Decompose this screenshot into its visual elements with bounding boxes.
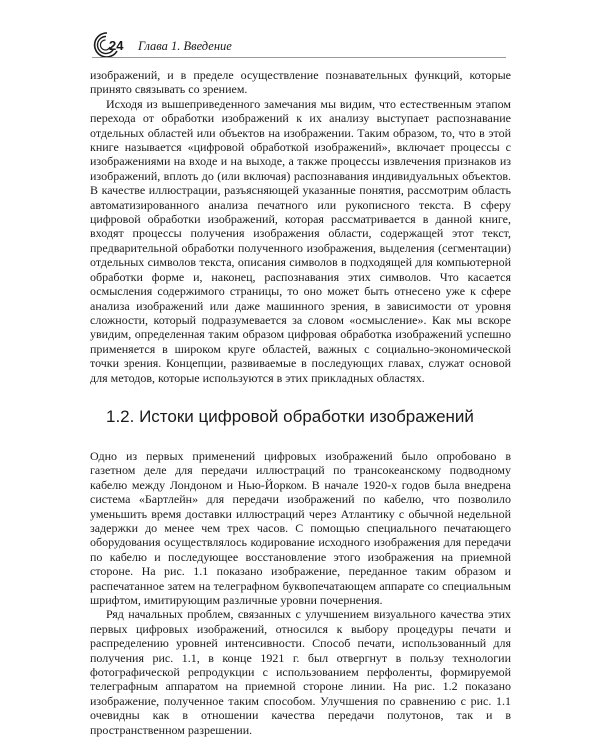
section-heading: 1.2. Истоки цифровой обработки изображений xyxy=(106,406,474,426)
header-divider xyxy=(92,57,506,58)
paragraph: Исходя из вышеприведенного замечания мы видим, что естественным этапом перехода от обработки изображений к их анализу выступает распознавание отдельных областей или объектов на изображении. Таким образом, то, что в этой книге называется «цифровой обработкой изображений», включает процессы с изображениями на входе и на выходе, а также процессы извлечения признаков из изображений, вплоть до (или включая) распознавания индивидуальных объектов. В качестве иллюстрации, разъясняющей указанные понятия, рассмотрим область автоматизированного анализа печатного или рукописного текста. В сферу цифровой обработки изображений, которая рассматривается в данной книге, входят процессы получения изображения области, содержащей этот текст, предварительной обработки полученного изображения, выделения (сегментации) отдельных символов текста, описания символов в подходящей для компьютерной обработки форме и, наконец, распознавания этих символов. Что касается осмысления содержимого страницы, то оно может быть отнесено уже к сфере анализа изображений или даже машинного зрения, в зависимости от уровня сложности, который подразумевается за словом «осмысление». Как мы вскоре увидим, определенная таким образом цифровая обработка изображений успешно применяется в широком круге областей, важных с социально-экономической точки зрения. Концепции, развиваемые в последующих главах, служат основой для методов, которые используются в этих прикладных областях. xyxy=(90,96,511,385)
page-header xyxy=(90,30,510,62)
paragraph: изображений, и в пределе осуществление познавательных функций, которые принято связывать со зрением. xyxy=(90,68,511,97)
chapter-title: Глава 1. Введение xyxy=(138,39,232,53)
paragraph: Одно из первых применений цифровых изображений было опробовано в газетном деле для передачи иллюстраций по трансокеанскому подводному кабелю между Лондоном и Нью-Йорком. В начале 1920-х годов была внедрена система «Бартлейн» для передачи изображений по кабелю, что позволило уменьшить время доставки иллюстраций через Атлантику с обычной недельной задержки до менее чем трех часов. С помощью специального печатающего оборудования осуществлялось кодирование исходного изображения для передачи по кабелю и последующее восстановление этого изображения на приемной стороне. На рис. 1.1 показано изображение, переданное таким образом и распечатанное затем на телеграфном буквопечатающем аппарате со специальным шрифтом, имитирующим различные уровни почернения. xyxy=(90,448,511,607)
page-number: 24 xyxy=(109,38,124,53)
paragraph: Ряд начальных проблем, связанных с улучшением визуального качества этих первых цифровых изображений, относился к выбору процедуры печати и распределению уровней интенсивности. Способ печати, использованный для получения рис. 1.1, в конце 1921 г. был отвергнут в пользу технологии фотографической репродукции с использованием перфоленты, формируемой телеграфным аппаратом на приемной стороне линии. На рис. 1.2 показано изображение, полученное таким способом. Улучшения по сравнению с рис. 1.1 очевидны как в отношении качества передачи полутонов, так и в пространственном разрешении. xyxy=(90,607,511,737)
page-body xyxy=(90,68,511,737)
